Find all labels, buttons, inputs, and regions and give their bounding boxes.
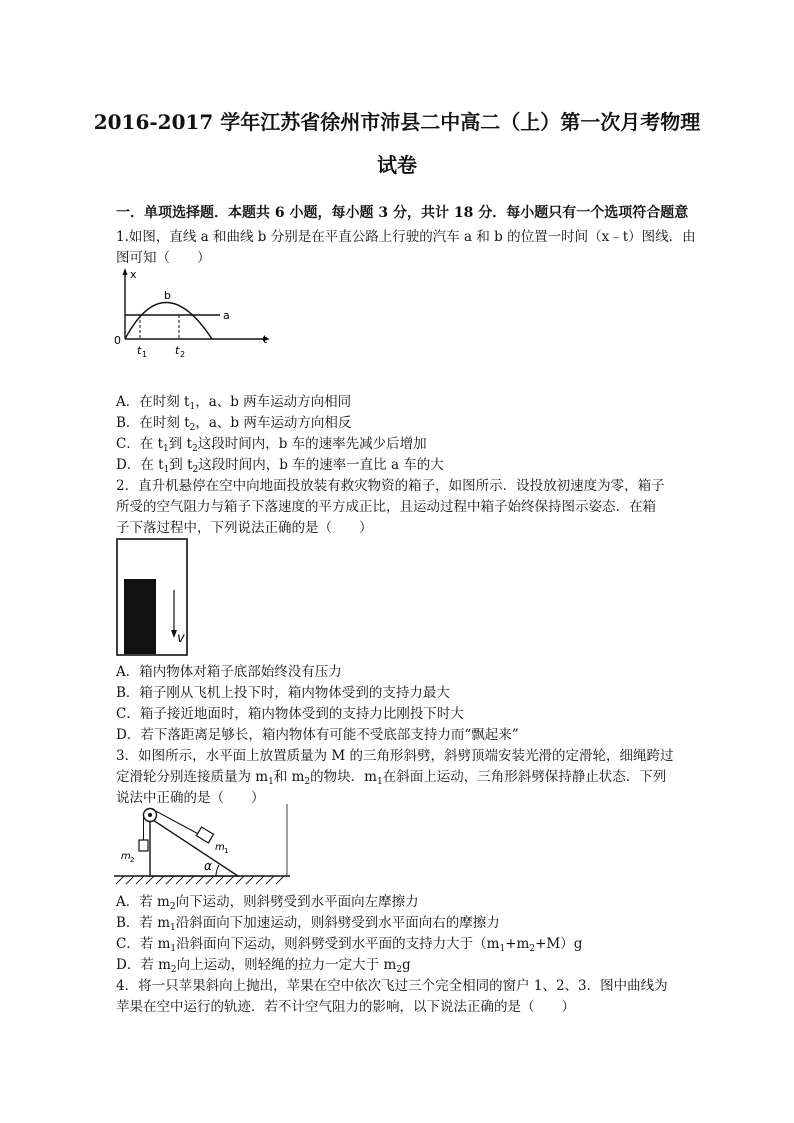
q1-xt-graph [112, 264, 274, 364]
q1-stem-line2: 图可知（ ） [116, 250, 211, 266]
section-heading: 一．单项选择题．本题共 6 小题，每小题 3 分，共计 18 分．每小题只有一个选项符合题意 [116, 205, 689, 221]
q1-option-a: A．在时刻 $t_1$，a、b 两车运动方向相同 [116, 394, 352, 412]
q1-option-d: D．在 $t_1$到 $t_2$这段时间内，b 车的速率一直比 a 车的大 [116, 457, 444, 475]
q1-stem-line1: 1.如图，直线 a 和曲线 b 分别是在平直公路上行驶的汽车 a 和 b 的位置一时间（x﹣t）图线．由 [116, 229, 696, 245]
q3-option-c: C．若 $m_1$沿斜面向下运动，则斜劈受到水平面的支持力大于$(m_1+m_2+M)g$ [116, 936, 583, 954]
q2-stem-line2: 所受的空气阻力与箱子下落速度的平方成正比，且运动过程中箱子始终保持图示姿态．在箱 [116, 499, 656, 515]
q2-box-figure [116, 538, 190, 658]
q3-stem-line3: 说法中正确的是（ ） [116, 790, 265, 806]
q3-stem-line2: 定滑轮分别连接质量为 $m_1$和 $m_2$的物块．$m_1$在斜面上运动，三角形斜劈保持静止状态．下列 [116, 769, 667, 787]
origin-label: 0 [114, 334, 121, 347]
t1-subscript: 1 [142, 350, 148, 359]
t1-label: t [137, 344, 142, 357]
t2-subscript: 2 [180, 350, 186, 359]
t2-label: t [175, 344, 180, 357]
q3-incline-figure [112, 804, 292, 886]
q3-option-a: A．若 $m_2$向下运动，则斜劈受到水平面向左摩擦力 [116, 894, 419, 912]
q2-option-b: B．箱子刚从飞机上投下时，箱内物体受到的支持力最大 [116, 685, 450, 701]
q2-option-c: C．箱子接近地面时，箱内物体受到的支持力比刚投下时大 [116, 706, 464, 722]
curve-b-label: b [164, 289, 171, 302]
x-axis-label: x [130, 268, 137, 281]
q3-stem-line1: 3．如图所示，水平面上放置质量为 M 的三角形斜劈，斜劈顶端安装光滑的定滑轮，细绳跨过 [116, 748, 674, 764]
m2-subscript: 2 [130, 856, 135, 864]
q2-option-a: A．箱内物体对箱子底部始终没有压力 [116, 664, 342, 680]
q3-option-d: D．若 $m_2$向上运动，则轻绳的拉力一定大于 $m_2g$ [116, 957, 411, 975]
q2-option-d: D．若下落距离足够长，箱内物体有可能不受底部支持力而“飘起来” [116, 727, 519, 743]
line-a-label: a [223, 309, 230, 322]
q4-stem-line2: 苹果在空中运行的轨迹．若不计空气阻力的影响，以下说法正确的是（ ） [116, 999, 575, 1015]
angle-label: α [204, 859, 212, 873]
velocity-label: v [177, 631, 185, 646]
q3-option-b: B．若 $m_1$沿斜面向下加速运动，则斜劈受到水平面向右的摩擦力 [116, 915, 500, 933]
q4-stem-line1: 4．将一只苹果斜向上抛出，苹果在空中依次飞过三个完全相同的窗户 1、2、3．图中曲线为 [116, 978, 668, 994]
q2-stem-line3: 子下落过程中，下列说法正确的是（ ） [116, 520, 373, 536]
page-title-line2: 试卷 [377, 153, 417, 177]
m1-label: m [215, 842, 225, 853]
q1-option-b: B．在时刻 $t_2$，a、b 两车运动方向相反 [116, 415, 352, 433]
m2-label: m [121, 851, 131, 862]
page-title-line1: 2016-2017 学年江苏省徐州市沛县二中高二（上）第一次月考物理 [93, 110, 701, 134]
m1-subscript: 1 [224, 847, 229, 855]
t-axis-label: t [263, 333, 268, 346]
q1-option-c: C．在 $t_1$到 $t_2$这段时间内，b 车的速率先减少后增加 [116, 436, 427, 454]
q2-stem-line1: 2．直升机悬停在空中向地面投放装有救灾物资的箱子，如图所示．设投放初速度为零，箱子 [116, 478, 665, 494]
